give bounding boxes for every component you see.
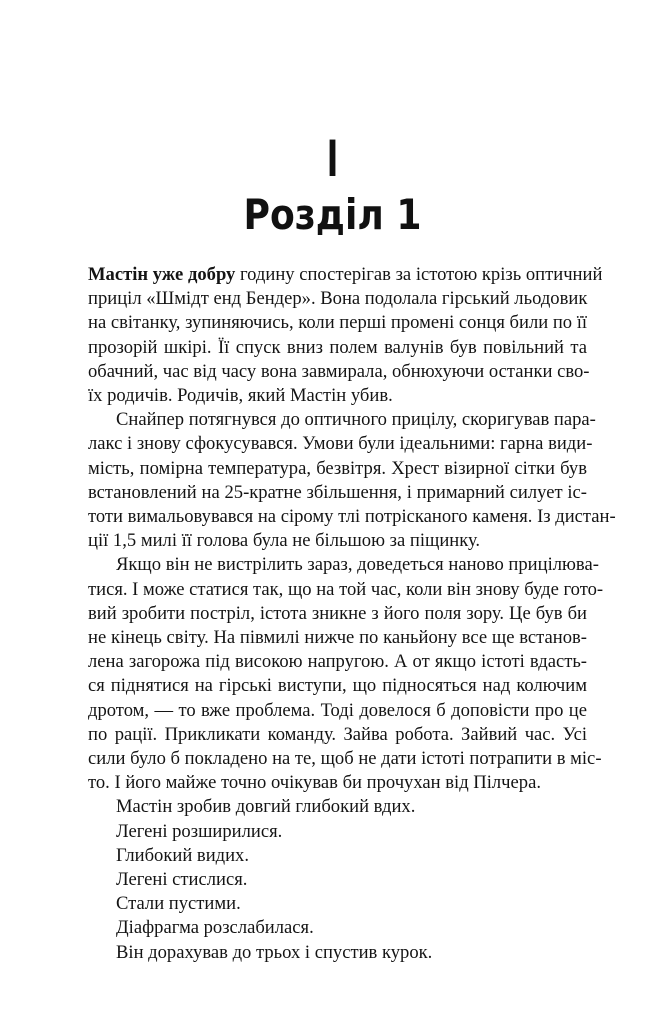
text-line: дротом, — то вже проблема. Тоді довелося б доповісти про це: [88, 699, 587, 721]
text-line: встановлений на 25-кратне збільшення, і примарний силует іс-: [88, 481, 587, 503]
text-line: Мастін уже добру годину спостерігав за істотою крізь оптичний: [88, 264, 603, 285]
text-line: їх родичів. Родичів, який Мастін убив.: [88, 385, 393, 407]
text-line: сили було б покладено на те, щоб не дати істоті потрапити в міс-: [88, 748, 602, 770]
chapter-body: [88, 263, 616, 965]
text-line: вий зробити постріл, істота зникне з його поля зору. Це був би: [88, 602, 587, 624]
text-line: то. І його майже точно очікував би прочухан від Пілчера.: [88, 772, 541, 794]
text-line: прозорій шкірі. Її спуск вниз полем валунів був повільний та: [88, 336, 587, 358]
text-line: тися. І може статися так, що на той час, коли він знову буде гото-: [88, 578, 604, 600]
text-line: Мастін зробив довгий глибокий вдих.: [116, 796, 416, 818]
text-line: Якщо він не вистрілить зараз, доведеться наново прицілюва-: [116, 554, 599, 576]
text-line: обачний, час від часу вона завмирала, обнюхуючи останки сво-: [88, 360, 590, 382]
part-number: I: [326, 130, 339, 188]
text-line: тоти вимальовувався на сірому тлі потрісканого каменя. Із дистан-: [88, 506, 616, 528]
lead-in-bold: Мастін уже добру: [88, 264, 236, 285]
chapter-title: Розділ 1: [243, 190, 422, 239]
text-line: Легені стислися.: [116, 869, 248, 891]
text-line: приціл «Шмідт енд Бендер». Вона подолала гірський льодовик: [88, 288, 588, 310]
text-line: Снайпер потягнувся до оптичного прицілу, скоригував пара-: [116, 409, 596, 431]
text-line: Стали пустими.: [116, 893, 241, 915]
text-line: Легені розширилися.: [116, 820, 283, 842]
text-line: ся піднятися на гірські виступи, що підносяться над колючим: [88, 675, 587, 697]
text-line: лакс і знову сфокусувався. Умови були ідеальними: гарна види-: [88, 433, 593, 455]
text-line: Глибокий видих.: [116, 844, 250, 866]
text-line: мість, помірна температура, безвітря. Хрест візирної сітки був: [88, 457, 587, 479]
text-line: ції 1,5 милі її голова була не більшою за піщинку.: [88, 530, 481, 552]
text-line: не кінець світу. На півмилі нижче по каньйону все ще встанов-: [88, 627, 587, 649]
text-line: лена загорожа під високою напругою. А от якщо істоті вдасть-: [88, 651, 587, 673]
text-line: по рації. Прикликати команду. Зайва робота. Зайвий час. Усі: [88, 723, 587, 745]
text-line: Діафрагма розслабилася.: [116, 917, 314, 939]
text-line: Він дорахував до трьох і спустив курок.: [116, 941, 433, 963]
text-line: на світанку, зупиняючись, коли перші промені сонця били по її: [88, 312, 588, 334]
